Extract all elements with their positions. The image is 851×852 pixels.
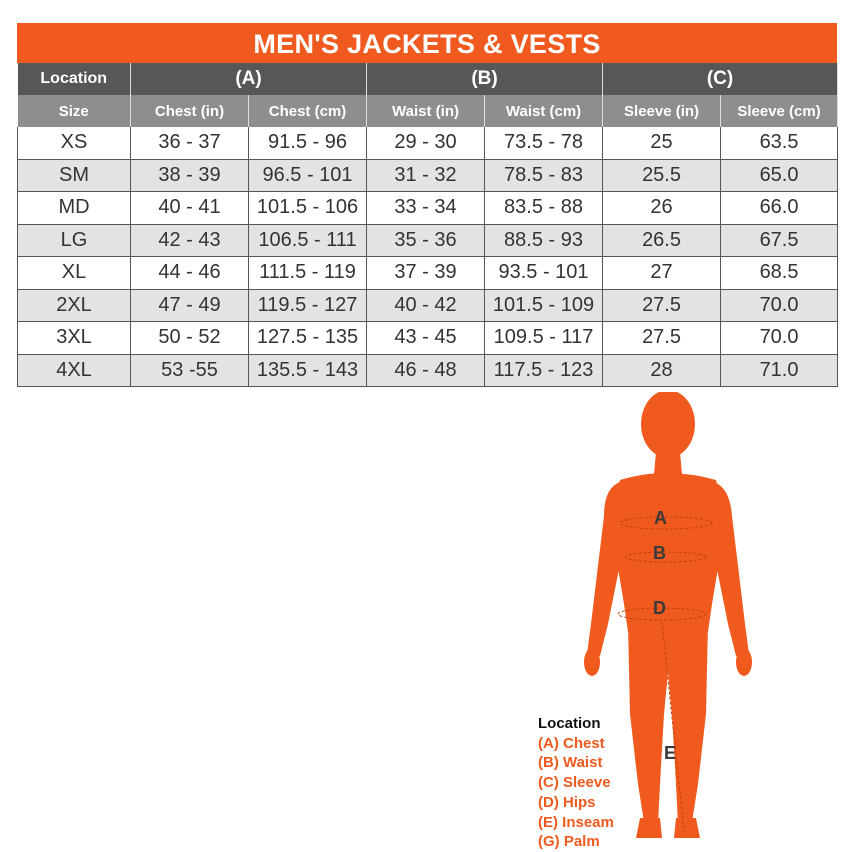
table-cell: 88.5 - 93 bbox=[485, 224, 603, 257]
legend-item: (G) Palm bbox=[538, 833, 600, 851]
table-cell: 66.0 bbox=[721, 192, 838, 225]
table-cell: 73.5 - 78 bbox=[485, 127, 603, 159]
table-cell: 38 - 39 bbox=[131, 159, 249, 192]
table-cell: 47 - 49 bbox=[131, 289, 249, 322]
size-cell: XS bbox=[18, 127, 131, 159]
table-cell: 93.5 - 101 bbox=[485, 257, 603, 290]
table-cell: 44 - 46 bbox=[131, 257, 249, 290]
group-b-header: (B) bbox=[367, 63, 603, 95]
location-header: Location bbox=[18, 63, 131, 95]
table-cell: 101.5 - 109 bbox=[485, 289, 603, 322]
size-chart-table bbox=[17, 63, 838, 387]
marker-e-label: E bbox=[664, 743, 677, 763]
table-cell: 63.5 bbox=[721, 127, 838, 159]
table-cell: 70.0 bbox=[721, 322, 838, 355]
marker-a-label: A bbox=[654, 508, 667, 528]
size-cell: XL bbox=[18, 257, 131, 290]
table-cell: 101.5 - 106 bbox=[249, 192, 367, 225]
size-cell: LG bbox=[18, 224, 131, 257]
column-header: Chest (cm) bbox=[249, 95, 367, 127]
table-cell: 117.5 - 123 bbox=[485, 354, 603, 387]
table-cell: 109.5 - 117 bbox=[485, 322, 603, 355]
page-title: MEN'S JACKETS & VESTS bbox=[17, 23, 837, 63]
table-cell: 25 bbox=[603, 127, 721, 159]
table-cell: 111.5 - 119 bbox=[249, 257, 367, 290]
table-cell: 71.0 bbox=[721, 354, 838, 387]
legend-item: (A) Chest bbox=[538, 734, 605, 752]
table-cell: 26.5 bbox=[603, 224, 721, 257]
group-header-row bbox=[18, 63, 838, 95]
legend-item: (E) Inseam bbox=[538, 813, 614, 831]
table-row bbox=[18, 159, 838, 192]
table-cell: 25.5 bbox=[603, 159, 721, 192]
table-cell: 91.5 - 96 bbox=[249, 127, 367, 159]
table-row bbox=[18, 192, 838, 225]
table-cell: 29 - 30 bbox=[367, 127, 485, 159]
table-cell: 26 bbox=[603, 192, 721, 225]
table-cell: 43 - 45 bbox=[367, 322, 485, 355]
table-cell: 78.5 - 83 bbox=[485, 159, 603, 192]
location-legend bbox=[538, 714, 678, 852]
marker-d-label: D bbox=[653, 598, 666, 618]
table-cell: 42 - 43 bbox=[131, 224, 249, 257]
table-cell: 70.0 bbox=[721, 289, 838, 322]
legend-title: Location bbox=[538, 715, 601, 732]
size-cell: SM bbox=[18, 159, 131, 192]
table-row bbox=[18, 127, 838, 159]
legend-item: (C) Sleeve bbox=[538, 774, 611, 792]
table-row bbox=[18, 224, 838, 257]
table-cell: 27 bbox=[603, 257, 721, 290]
table-cell: 28 bbox=[603, 354, 721, 387]
table-cell: 68.5 bbox=[721, 257, 838, 290]
table-cell: 119.5 - 127 bbox=[249, 289, 367, 322]
column-header-row bbox=[18, 95, 838, 127]
table-cell: 40 - 41 bbox=[131, 192, 249, 225]
table-row bbox=[18, 289, 838, 322]
table-cell: 127.5 - 135 bbox=[249, 322, 367, 355]
table-cell: 40 - 42 bbox=[367, 289, 485, 322]
table-cell: 37 - 39 bbox=[367, 257, 485, 290]
size-cell: 3XL bbox=[18, 322, 131, 355]
table-cell: 31 - 32 bbox=[367, 159, 485, 192]
table-cell: 135.5 - 143 bbox=[249, 354, 367, 387]
table-cell: 83.5 - 88 bbox=[485, 192, 603, 225]
table-cell: 35 - 36 bbox=[367, 224, 485, 257]
column-header: Waist (cm) bbox=[485, 95, 603, 127]
column-header: Chest (in) bbox=[131, 95, 249, 127]
table-row bbox=[18, 354, 838, 387]
table-cell: 50 - 52 bbox=[131, 322, 249, 355]
legend-item: (B) Waist bbox=[538, 754, 603, 772]
size-cell: 4XL bbox=[18, 354, 131, 387]
table-row bbox=[18, 322, 838, 355]
table-cell: 65.0 bbox=[721, 159, 838, 192]
column-header: Waist (in) bbox=[367, 95, 485, 127]
size-header: Size bbox=[18, 95, 131, 127]
group-a-header: (A) bbox=[131, 63, 367, 95]
size-cell: MD bbox=[18, 192, 131, 225]
table-cell: 27.5 bbox=[603, 322, 721, 355]
column-header: Sleeve (cm) bbox=[721, 95, 838, 127]
table-row bbox=[18, 257, 838, 290]
table-cell: 27.5 bbox=[603, 289, 721, 322]
table-cell: 33 - 34 bbox=[367, 192, 485, 225]
table-cell: 106.5 - 111 bbox=[249, 224, 367, 257]
column-header: Sleeve (in) bbox=[603, 95, 721, 127]
group-c-header: (C) bbox=[603, 63, 838, 95]
table-cell: 67.5 bbox=[721, 224, 838, 257]
table-cell: 46 - 48 bbox=[367, 354, 485, 387]
marker-b-label: B bbox=[653, 543, 666, 563]
table-cell: 36 - 37 bbox=[131, 127, 249, 159]
size-cell: 2XL bbox=[18, 289, 131, 322]
table-cell: 53 -55 bbox=[131, 354, 249, 387]
legend-item: (D) Hips bbox=[538, 793, 596, 811]
table-cell: 96.5 - 101 bbox=[249, 159, 367, 192]
